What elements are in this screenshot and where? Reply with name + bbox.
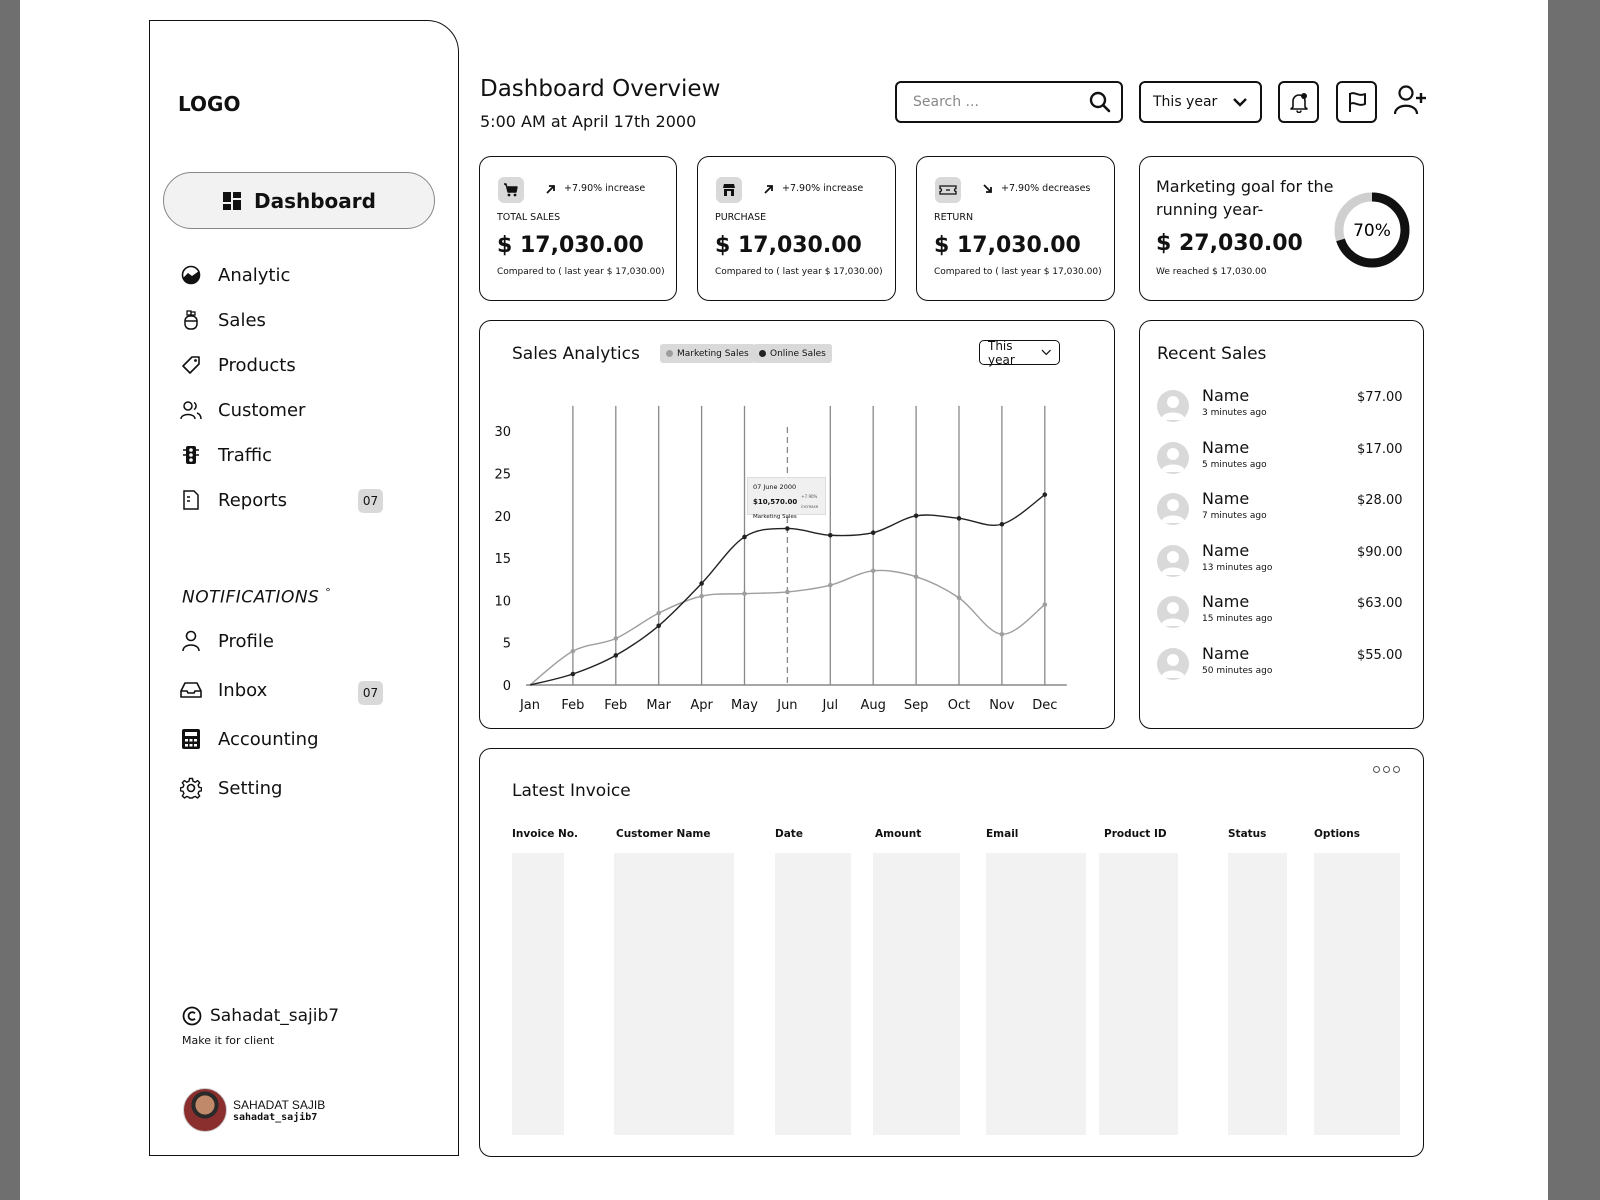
- tooltip-value: $10,570.00: [753, 498, 798, 506]
- sale-customer-name: Name: [1202, 592, 1250, 612]
- sidebar-item-label: Profile: [218, 630, 274, 652]
- y-tick-label: 25: [494, 467, 511, 483]
- x-tick-label: May: [731, 698, 758, 713]
- users-icon: [180, 399, 202, 421]
- series-marketing-sales-point: [957, 596, 962, 601]
- invoice-column-placeholder: [986, 853, 1086, 1135]
- x-tick-label: Nov: [989, 698, 1015, 713]
- notifications-heading-text: NOTIFICATIONS: [182, 587, 320, 608]
- sidebar-item-inbox[interactable]: [180, 679, 267, 701]
- recent-sale-row[interactable]: [1157, 489, 1417, 537]
- chevron-down-icon: [1232, 97, 1248, 107]
- recent-sale-row[interactable]: [1157, 540, 1417, 589]
- sidebar-item-products[interactable]: [180, 354, 296, 376]
- tooltip-change: +7.90% increase: [801, 494, 819, 509]
- dashboard-icon: [222, 191, 242, 211]
- series-marketing-sales-point: [785, 590, 790, 595]
- traffic-light-icon: [180, 444, 202, 466]
- x-tick-label: Feb: [561, 698, 585, 713]
- stat-trend-text: +7.90% decreases: [1001, 183, 1091, 194]
- series-online-sales-point: [571, 672, 576, 677]
- sale-amount: $77.00: [1357, 390, 1403, 405]
- recent-sale-row[interactable]: [1157, 644, 1417, 692]
- x-tick-label: Sep: [903, 698, 929, 713]
- stat-trend: [546, 183, 645, 194]
- col-header-customer-name[interactable]: Customer Name: [616, 828, 711, 840]
- latest-invoice-title: Latest Invoice: [512, 781, 631, 801]
- stat-trend: [983, 183, 1090, 194]
- sidebar-item-label: Dashboard: [254, 188, 376, 213]
- col-header-email[interactable]: Email: [986, 828, 1019, 840]
- stat-label: TOTAL SALES: [497, 212, 561, 223]
- sales-icon: [180, 309, 202, 331]
- x-tick-label: Mar: [646, 698, 671, 713]
- user-handle: sahadat_sajib7: [233, 1111, 318, 1123]
- stat-value: $ 17,030.00: [934, 233, 1081, 258]
- tag-icon: [180, 354, 202, 376]
- add-user-button[interactable]: [1394, 84, 1428, 120]
- stat-label: RETURN: [934, 212, 974, 223]
- sale-time: 13 minutes ago: [1202, 562, 1273, 573]
- author-note: Make it for client: [182, 1034, 275, 1047]
- sale-customer-name: Name: [1202, 437, 1250, 457]
- goal-progress-ring: [1333, 191, 1411, 269]
- sidebar-item-label: Analytic: [218, 264, 291, 286]
- series-marketing-sales-point: [742, 591, 747, 596]
- sale-time: 5 minutes ago: [1202, 459, 1267, 470]
- stat-compare: Compared to ( last year $ 17,030.00): [715, 267, 883, 277]
- sale-customer-name: Name: [1202, 644, 1250, 663]
- sidebar-item-profile[interactable]: [180, 630, 274, 652]
- x-tick-label: Feb: [604, 698, 628, 713]
- goal-value: $ 27,030.00: [1156, 231, 1303, 256]
- cart-icon: [498, 177, 524, 203]
- y-tick-label: 5: [502, 636, 511, 652]
- sale-time: 50 minutes ago: [1202, 666, 1273, 676]
- recent-sale-row[interactable]: [1157, 592, 1417, 640]
- series-online-sales-point: [828, 533, 833, 538]
- sidebar-item-dashboard[interactable]: [163, 172, 435, 229]
- recent-sale-row[interactable]: [1157, 386, 1417, 434]
- recent-sale-row[interactable]: [1157, 437, 1417, 486]
- series-online-sales-point: [957, 516, 962, 521]
- series-online-sales-point: [742, 535, 747, 540]
- calculator-icon: [180, 728, 202, 750]
- x-tick-label: Oct: [947, 698, 971, 713]
- invoice-column-placeholder: [614, 853, 734, 1135]
- copyright-icon: [182, 1006, 202, 1026]
- series-online-sales-point: [785, 526, 790, 531]
- x-tick-label: Apr: [690, 698, 713, 713]
- col-header-options[interactable]: Options: [1314, 828, 1360, 840]
- flag-button[interactable]: [1336, 81, 1377, 123]
- sidebar-item-label: Customer: [218, 399, 306, 421]
- x-tick-label: Jan: [519, 698, 541, 713]
- col-header-amount[interactable]: Amount: [875, 828, 922, 840]
- chart-period-value: This year: [988, 338, 1015, 367]
- gear-icon: [180, 777, 202, 799]
- y-tick-label: 0: [502, 679, 511, 694]
- series-online-sales-point: [914, 514, 919, 519]
- tooltip-series: Marketing Sales: [753, 514, 797, 520]
- avatar: [1157, 648, 1189, 680]
- store-icon: [716, 177, 742, 203]
- notifications-mark: °: [325, 586, 332, 599]
- series-marketing-sales-point: [914, 574, 919, 579]
- invoice-column-placeholder: [1099, 853, 1178, 1135]
- sidebar-item-label: Products: [218, 354, 296, 376]
- sidebar-item-analytic[interactable]: [180, 264, 290, 286]
- series-marketing-sales-point: [1000, 632, 1005, 637]
- recent-sales-title: Recent Sales: [1157, 344, 1267, 364]
- col-header-invoice-no[interactable]: Invoice No.: [512, 828, 579, 840]
- arrow-up-right-icon: [546, 184, 556, 194]
- avatar: [1157, 596, 1189, 628]
- series-marketing-sales-point: [614, 636, 619, 641]
- series-marketing-sales-point: [571, 649, 576, 654]
- stat-value: $ 17,030.00: [715, 233, 862, 258]
- sidebar-item-setting[interactable]: [180, 777, 282, 799]
- sale-amount: $90.00: [1357, 544, 1403, 560]
- tooltip-date: 07 June 2000: [753, 483, 797, 491]
- stat-card-return: [916, 156, 1115, 301]
- more-options-icon[interactable]: [1373, 766, 1400, 773]
- series-marketing-sales-point: [871, 568, 876, 573]
- page-title: Dashboard Overview: [480, 76, 721, 102]
- stat-trend: [764, 183, 863, 194]
- sale-amount: $63.00: [1357, 596, 1403, 612]
- stat-trend-text: +7.90% increase: [564, 183, 646, 194]
- goal-title: Marketing goal for the running year-: [1156, 177, 1334, 219]
- series-online-sales-point: [656, 623, 661, 628]
- series-marketing-sales-point: [699, 594, 704, 599]
- stat-value: $ 17,030.00: [497, 233, 644, 258]
- page-subtitle: 5:00 AM at April 17th 2000: [480, 112, 697, 131]
- sale-time: 7 minutes ago: [1202, 511, 1267, 522]
- x-tick-label: Jun: [777, 698, 798, 713]
- search-icon[interactable]: [1089, 91, 1111, 113]
- invoice-column-placeholder: [775, 853, 851, 1135]
- sidebar-item-reports[interactable]: [180, 489, 287, 511]
- sidebar-item-label: Setting: [218, 777, 283, 799]
- sale-amount: $55.00: [1357, 648, 1403, 663]
- col-header-product-id[interactable]: Product ID: [1104, 828, 1167, 840]
- sidebar-item-customer[interactable]: [180, 399, 305, 421]
- author-credit: [182, 1006, 339, 1026]
- reports-badge: 07: [358, 489, 383, 513]
- user-profile[interactable]: [183, 1088, 325, 1132]
- flag-icon: [1346, 91, 1368, 113]
- avatar: [1157, 545, 1189, 577]
- sales-chart: [479, 320, 1115, 729]
- sale-customer-name: Name: [1202, 540, 1250, 560]
- y-tick-label: 30: [494, 425, 511, 441]
- analytic-icon: [180, 264, 202, 286]
- y-tick-label: 20: [494, 509, 511, 525]
- period-select[interactable]: [1139, 81, 1262, 123]
- author-name: Sahadat_sajib7: [210, 1006, 340, 1026]
- profile-icon: [180, 630, 202, 652]
- series-online-sales-point: [614, 653, 619, 658]
- series-online-sales-point: [1043, 492, 1048, 497]
- y-tick-label: 15: [494, 552, 511, 568]
- avatar: [1157, 493, 1189, 525]
- invoice-column-placeholder: [512, 853, 564, 1135]
- legend-label: Marketing Sales: [677, 348, 749, 359]
- series-online-sales-point: [699, 581, 704, 586]
- sidebar-item-label: Inbox: [218, 679, 268, 701]
- x-tick-label: Dec: [1032, 698, 1058, 713]
- invoice-column-placeholder: [1314, 853, 1400, 1135]
- series-marketing-sales-point: [656, 611, 661, 616]
- sales-analytics-title: Sales Analytics: [512, 344, 640, 364]
- stat-card-purchase: [697, 156, 896, 301]
- chart-tooltip: [747, 477, 826, 520]
- sidebar-item-sales[interactable]: [180, 309, 266, 331]
- sale-time: 15 minutes ago: [1202, 614, 1273, 625]
- ticket-icon: [935, 177, 961, 203]
- avatar: [1157, 442, 1189, 474]
- marketing-goal-card: [1139, 156, 1424, 301]
- add-user-icon: [1394, 84, 1428, 116]
- user-name: SAHADAT SAJIB: [233, 1097, 326, 1112]
- sidebar-item-traffic[interactable]: [180, 444, 272, 466]
- avatar: [183, 1088, 227, 1132]
- stat-compare: Compared to ( last year $ 17,030.00): [497, 267, 665, 277]
- series-marketing-sales-point: [828, 583, 833, 588]
- avatar: [1157, 390, 1189, 422]
- sale-amount: $28.00: [1357, 493, 1403, 509]
- search-box[interactable]: [895, 81, 1123, 123]
- sidebar-item-accounting[interactable]: [180, 728, 319, 750]
- inbox-badge: 07: [358, 681, 383, 705]
- sidebar-item-label: Reports: [218, 489, 288, 511]
- invoice-column-placeholder: [1228, 853, 1287, 1135]
- notification-button[interactable]: [1278, 81, 1319, 123]
- sidebar-item-label: Sales: [218, 309, 266, 331]
- sale-customer-name: Name: [1202, 489, 1250, 509]
- period-select-value: This year: [1153, 94, 1218, 110]
- arrow-up-right-icon: [764, 184, 774, 194]
- stat-compare: Compared to ( last year $ 17,030.00): [934, 267, 1102, 277]
- col-header-date[interactable]: Date: [775, 828, 803, 840]
- series-marketing-sales-point: [1043, 602, 1048, 607]
- bell-icon: [1288, 91, 1310, 113]
- sidebar-item-label: Traffic: [218, 444, 273, 466]
- invoice-column-placeholder: [873, 853, 960, 1135]
- search-input[interactable]: [911, 93, 1075, 111]
- goal-note: We reached $ 17,030.00: [1156, 267, 1267, 277]
- x-tick-label: Jul: [822, 698, 839, 713]
- stat-label: PURCHASE: [715, 212, 767, 223]
- x-tick-label: Aug: [860, 698, 886, 713]
- stat-card-total-sales: [479, 156, 677, 301]
- series-online-sales-point: [1000, 522, 1005, 527]
- stat-trend-text: +7.90% increase: [782, 183, 864, 194]
- sale-time: 3 minutes ago: [1202, 408, 1267, 418]
- sale-amount: $17.00: [1357, 441, 1403, 457]
- sidebar-item-label: Accounting: [218, 728, 319, 750]
- goal-percent: 70%: [1353, 221, 1391, 241]
- y-tick-label: 10: [494, 594, 511, 610]
- series-online-sales-point: [871, 530, 876, 535]
- col-header-status[interactable]: Status: [1228, 828, 1267, 840]
- inbox-icon: [180, 679, 202, 701]
- sale-customer-name: Name: [1202, 386, 1250, 405]
- legend-label: Online Sales: [770, 348, 826, 359]
- arrow-down-right-icon: [983, 184, 993, 194]
- logo: LOGO: [178, 92, 241, 116]
- report-icon: [180, 489, 202, 511]
- notifications-heading: [182, 586, 331, 608]
